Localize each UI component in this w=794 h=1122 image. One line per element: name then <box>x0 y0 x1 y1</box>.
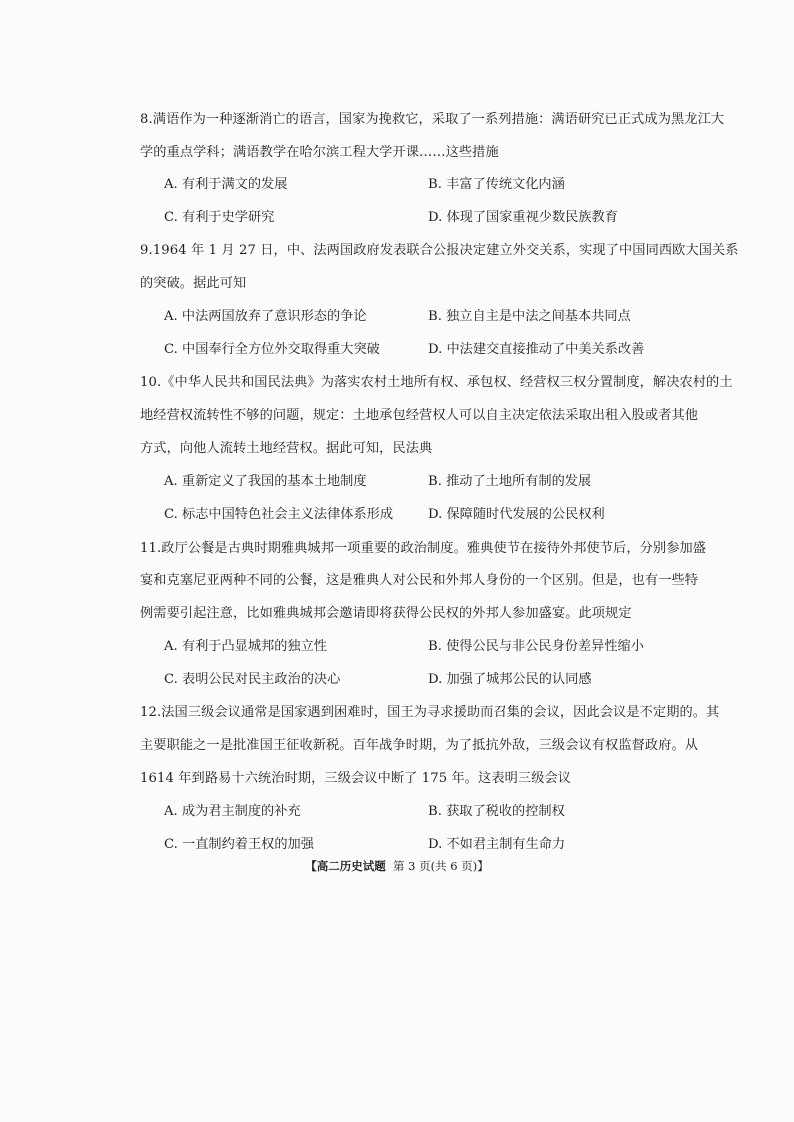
question-8-stem-line-2: 学的重点学科；满语教学在哈尔滨工程大学开课……这些措施 <box>140 145 499 160</box>
question-8-stem-line-1: 8.满语作为一种逐渐消亡的语言，国家为挽救它，采取了一系列措施：满语研究已正式成为黑龙江大 <box>140 112 725 127</box>
question-12-option-c: C. 一直制约着王权的加强 <box>164 837 314 852</box>
question-12-stem-line-1: 12.法国三级会议通常是国家遇到困难时，国王为寻求援助而召集的会议，因此会议是不定期的。其 <box>140 705 720 720</box>
footer-page-info: 第 3 页(共 6 页)】 <box>393 859 489 873</box>
question-12-option-a: A. 成为君主制度的补充 <box>164 804 301 819</box>
question-10-option-d: D. 保障随时代发展的公民权利 <box>428 507 605 522</box>
question-10-option-a: A. 重新定义了我国的基本土地制度 <box>164 474 367 489</box>
question-10-option-b: B. 推动了土地所有制的发展 <box>428 474 592 489</box>
footer-subject: 【高二历史试题 <box>305 859 386 873</box>
question-11-stem-line-2: 宴和克塞尼亚两种不同的公餐，这是雅典人对公民和外邦人身份的一个区别。但是，也有一些特 <box>140 573 699 588</box>
question-9-option-a: A. 中法两国放弃了意识形态的争论 <box>164 309 367 324</box>
question-10-option-c: C. 标志中国特色社会主义法律体系形成 <box>164 507 394 522</box>
question-11-stem-line-1: 11.政厅公餐是古典时期雅典城邦一项重要的政治制度。雅典使节在接待外邦使节后，分别参加盛 <box>140 541 707 556</box>
question-8-option-b: B. 丰富了传统文化内涵 <box>428 177 565 192</box>
question-8-option-d: D. 体现了国家重视少数民族教育 <box>428 210 618 225</box>
question-9-option-c: C. 中国奉行全方位外交取得重大突破 <box>164 342 380 357</box>
question-10-stem-line-3: 方式，向他人流转土地经营权。据此可知，民法典 <box>140 441 433 456</box>
page-footer <box>0 859 794 873</box>
question-8-option-c: C. 有利于史学研究 <box>164 210 275 225</box>
question-10-stem-line-1: 10.《中华人民共和国民法典》为落实农村土地所有权、承包权、经营权三权分置制度，解决农村的土 <box>140 375 733 390</box>
question-12-option-d: D. 不如君主制有生命力 <box>428 837 566 852</box>
question-9-option-b: B. 独立自主是中法之间基本共同点 <box>428 309 631 324</box>
question-11-option-b: B. 使得公民与非公民身份差异性缩小 <box>428 639 644 654</box>
question-11-option-d: D. 加强了城邦公民的认同感 <box>428 672 592 687</box>
question-9-stem-line-1: 9.1964 年 1 月 27 日，中、法两国政府发表联合公报决定建立外交关系，实现了中国同西欧大国关系 <box>140 243 739 258</box>
question-12-stem-line-2: 主要职能之一是批准国王征收新税。百年战争时期，为了抵抗外敌，三级会议有权监督政府。从 <box>140 738 699 753</box>
question-8-option-a: A. 有利于满文的发展 <box>164 177 288 192</box>
question-11-stem-line-3: 例需要引起注意，比如雅典城邦会邀请即将获得公民权的外邦人参加盛宴。此项规定 <box>140 606 632 621</box>
question-11-option-c: C. 表明公民对民主政治的决心 <box>164 672 341 687</box>
question-10-stem-line-2: 地经营权流转性不够的问题，规定：土地承包经营权人可以自主决定依法采取出租入股或者其他 <box>140 408 699 423</box>
question-12-stem-line-3: 1614 年到路易十六统治时期，三级会议中断了 175 年。这表明三级会议 <box>140 771 572 786</box>
question-9-stem-line-2: 的突破。据此可知 <box>140 276 247 291</box>
question-9-option-d: D. 中法建交直接推动了中美关系改善 <box>428 342 645 357</box>
question-11-option-a: A. 有利于凸显城邦的独立性 <box>164 639 327 654</box>
question-12-option-b: B. 获取了税收的控制权 <box>428 804 565 819</box>
